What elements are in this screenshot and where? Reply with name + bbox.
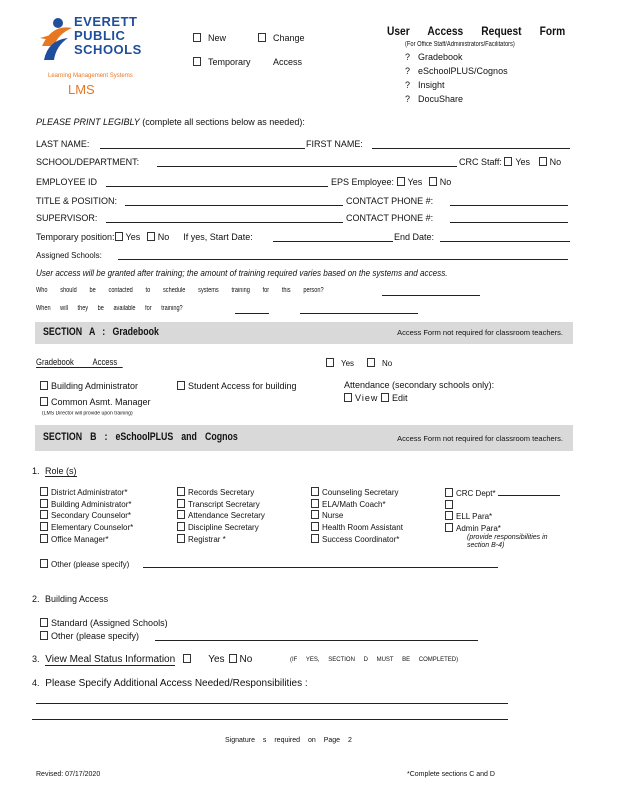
- building-admin-label: Building Administrator: [51, 381, 139, 391]
- checkbox-temporary[interactable]: [193, 57, 201, 66]
- gradebook-yes-checkbox[interactable]: [326, 358, 334, 367]
- gradebook-access-label: Gradebook Access: [36, 357, 122, 368]
- student-access-label: Student Access for building: [188, 381, 297, 391]
- crc-staff-label: CRC Staff:: [459, 157, 502, 167]
- role-checkbox[interactable]: [40, 522, 48, 531]
- student-access-checkbox[interactable]: [177, 381, 185, 390]
- roles-heading-label: Role (s): [45, 466, 77, 476]
- view-checkbox[interactable]: [344, 393, 352, 402]
- role-checkbox[interactable]: [40, 487, 48, 496]
- meal-num: 3.: [32, 654, 40, 664]
- system-eschoolplus-label: eSchoolPLUS/Cognos: [418, 66, 508, 76]
- role-option[interactable]: [311, 499, 403, 511]
- first-name-label: FIRST NAME:: [306, 139, 363, 149]
- role-checkbox[interactable]: [40, 499, 48, 508]
- eps-yes-checkbox[interactable]: [397, 177, 405, 186]
- role-option[interactable]: [311, 510, 403, 522]
- gradebook-no-checkbox[interactable]: [367, 358, 375, 367]
- role-checkbox[interactable]: [445, 500, 453, 509]
- building-access-heading: [32, 594, 108, 604]
- temp-yes-checkbox[interactable]: [115, 232, 123, 241]
- complete-note: *Complete sections C and D: [407, 771, 495, 778]
- role-option[interactable]: [311, 534, 403, 546]
- employee-id-label: EMPLOYEE ID: [36, 177, 98, 187]
- role-checkbox[interactable]: [40, 510, 48, 519]
- system-docushare-label: DocuShare: [418, 94, 464, 104]
- end-date-label: End Date:: [394, 232, 435, 242]
- option-change-label: Change: [273, 33, 305, 43]
- assigned-schools-field[interactable]: [118, 259, 568, 260]
- role-option[interactable]: [40, 487, 133, 499]
- role-other-label: Other (please specify): [51, 560, 130, 569]
- system-insight-label: Insight: [418, 80, 445, 90]
- signature-note: Signature s required on Page 2: [225, 737, 352, 744]
- contact-phone-2-label: CONTACT PHONE #:: [346, 213, 434, 223]
- title-position-field[interactable]: [125, 205, 343, 206]
- admin-para-note: (provide responsibilities in section B-4): [467, 534, 548, 549]
- system-insight: [405, 80, 445, 90]
- meal-status: [32, 654, 252, 665]
- role-option[interactable]: [40, 522, 133, 534]
- role-checkbox[interactable]: [445, 488, 453, 497]
- eps-employee-label: EPS Employee:: [331, 177, 395, 187]
- school-dept-label: SCHOOL/DEPARTMENT:: [36, 157, 140, 167]
- start-date-field[interactable]: [273, 241, 393, 242]
- eps-no-label: No: [439, 177, 452, 187]
- role-label: CRC Dept*: [456, 489, 496, 498]
- edit-checkbox[interactable]: [381, 393, 389, 402]
- roles-num: 1.: [32, 466, 40, 476]
- role-checkbox[interactable]: [40, 534, 48, 543]
- standard-checkbox[interactable]: [40, 618, 48, 627]
- last-name-field[interactable]: [100, 148, 305, 149]
- section-b-banner: [35, 425, 573, 451]
- gradebook-no-label: No: [382, 359, 393, 368]
- additional-num: 4.: [32, 678, 40, 688]
- bullet-icon: ?: [405, 94, 411, 104]
- role-checkbox[interactable]: [177, 499, 185, 508]
- role-checkbox[interactable]: [177, 487, 185, 496]
- title-position-label: TITLE & POSITION:: [36, 196, 118, 206]
- meal-no-checkbox[interactable]: [229, 654, 237, 663]
- role-label: Office Manager*: [51, 534, 109, 544]
- role-checkbox[interactable]: [311, 487, 319, 496]
- section-a-title: SECTION A : Gradebook: [43, 326, 159, 338]
- role-checkbox[interactable]: [177, 534, 185, 543]
- building-access-label: Building Access: [45, 594, 109, 604]
- when-available-field-1[interactable]: [235, 313, 269, 314]
- option-temporary-label: Temporary: [208, 57, 251, 67]
- option-change[interactable]: [258, 33, 305, 43]
- logo-line-2: PUBLIC: [74, 28, 126, 43]
- school-dept-field[interactable]: [157, 166, 457, 167]
- role-other-field[interactable]: [143, 567, 498, 568]
- gradebook-access-no: [367, 358, 392, 368]
- common-asmt-label: Common Asmt. Manager: [51, 397, 151, 407]
- when-available-label: When will they be available for training?: [36, 305, 183, 312]
- role-option[interactable]: [177, 510, 265, 522]
- additional-field-1[interactable]: [36, 703, 508, 704]
- option-new[interactable]: [193, 33, 226, 43]
- print-legibly: [36, 117, 305, 127]
- logo-line-1: EVERETT: [74, 14, 138, 29]
- crc-no-label: No: [549, 157, 562, 167]
- role-checkbox[interactable]: [177, 522, 185, 531]
- building-access-num: 2.: [32, 594, 40, 604]
- logo-graphic: [38, 16, 74, 66]
- crc-staff: [459, 157, 561, 167]
- role-option[interactable]: [311, 522, 403, 534]
- role-label: Transcript Secretary: [188, 499, 260, 509]
- system-docushare: [405, 94, 463, 104]
- print-legibly-rest: (complete all sections below as needed):: [142, 117, 305, 127]
- supervisor-label: SUPERVISOR:: [36, 213, 98, 223]
- temp-no-label: No: [157, 232, 170, 242]
- role-option[interactable]: [177, 499, 265, 511]
- revised-date: Revised: 07/17/2020: [36, 771, 101, 778]
- role-label: Nurse: [322, 511, 344, 521]
- temp-position-label: Temporary position:: [36, 232, 115, 242]
- roles-col-1: [40, 487, 133, 546]
- other-access-field[interactable]: [155, 640, 478, 641]
- building-admin-option[interactable]: [40, 381, 138, 391]
- roles-col-4: [445, 487, 560, 535]
- supervisor-field[interactable]: [106, 222, 343, 223]
- eps-no-checkbox[interactable]: [429, 177, 437, 186]
- student-access-option[interactable]: [177, 381, 297, 391]
- crc-dept-field[interactable]: [498, 487, 560, 496]
- roles-heading: [32, 466, 77, 476]
- who-contact-label: Who should be contacted to schedule systems training for this person?: [36, 287, 324, 294]
- additional-label: Please Specify Additional Access Needed/Responsibilities :: [45, 678, 308, 689]
- start-date-label: If yes, Start Date:: [183, 232, 253, 242]
- role-checkbox[interactable]: [311, 534, 319, 543]
- edit-label: Edit: [392, 393, 408, 403]
- common-asmt-option[interactable]: [40, 397, 151, 407]
- role-label: District Administrator*: [51, 488, 128, 497]
- meal-yes-checkbox[interactable]: [183, 654, 191, 663]
- gradebook-access-yes: [326, 358, 354, 368]
- end-date-field[interactable]: [440, 241, 570, 242]
- role-option[interactable]: [40, 534, 133, 546]
- role-label: Attendance Secretary: [188, 511, 265, 521]
- role-option[interactable]: [311, 487, 403, 499]
- attendance-label: Attendance (secondary schools only):: [344, 380, 495, 390]
- role-label: Counseling Secretary: [322, 488, 399, 497]
- crc-yes-checkbox[interactable]: [504, 157, 512, 166]
- training-note-text: User access will be granted after training; the amount of training required varies based on the systems and access.: [36, 268, 448, 278]
- meal-yes-label: Yes: [208, 654, 225, 665]
- print-legibly-label: PLEASE PRINT LEGIBLY: [36, 117, 140, 127]
- role-checkbox[interactable]: [177, 510, 185, 519]
- role-checkbox[interactable]: [311, 522, 319, 531]
- section-a-banner: [35, 322, 573, 344]
- option-new-label: New: [208, 33, 227, 43]
- form-subtitle: (For Office Staff/Administrators/Facilitators): [405, 41, 515, 48]
- role-option[interactable]: [445, 487, 560, 500]
- role-label: Discipline Secretary: [188, 523, 259, 533]
- bullet-icon: ?: [405, 80, 411, 90]
- district-logo: [38, 12, 158, 72]
- bullet-icon: ?: [405, 66, 411, 76]
- section-b-note: Access Form not required for classroom teachers.: [397, 434, 563, 443]
- roles-col-2: [177, 487, 265, 546]
- role-label: ELL Para*: [456, 512, 493, 522]
- role-label: Building Administrator*: [51, 499, 132, 509]
- role-other-checkbox[interactable]: [40, 559, 48, 568]
- crc-no-checkbox[interactable]: [539, 157, 547, 166]
- role-option[interactable]: [40, 510, 133, 522]
- contact-phone-label: CONTACT PHONE #:: [346, 196, 434, 206]
- standard-access-option[interactable]: [40, 618, 168, 628]
- other-access-label: Other (please specify): [51, 631, 140, 641]
- temporary-position: [36, 232, 253, 242]
- contact-phone-field[interactable]: [450, 205, 568, 206]
- meal-note: (IF YES, SECTION D MUST BE COMPLETED): [290, 657, 459, 663]
- checkbox-new[interactable]: [193, 33, 201, 42]
- employee-id-field[interactable]: [106, 186, 328, 187]
- system-gradebook: [405, 52, 463, 62]
- role-checkbox[interactable]: [311, 499, 319, 508]
- role-label: Elementary Counselor*: [51, 523, 134, 533]
- role-option[interactable]: [445, 511, 560, 523]
- bullet-icon: ?: [405, 52, 411, 62]
- meal-label: View Meal Status Information: [45, 654, 176, 665]
- role-label: Health Room Assistant: [322, 523, 403, 533]
- option-access-label: Access: [273, 57, 303, 67]
- system-eschoolplus: [405, 66, 508, 76]
- role-checkbox[interactable]: [445, 511, 453, 520]
- common-asmt-checkbox[interactable]: [40, 397, 48, 406]
- crc-yes-label: Yes: [515, 157, 531, 167]
- role-label: ELA/Math Coach*: [322, 499, 386, 509]
- standard-label: Standard (Assigned Schools): [51, 618, 168, 628]
- role-option[interactable]: [177, 522, 265, 534]
- assigned-schools-label: Assigned Schools:: [36, 251, 102, 260]
- other-access-option[interactable]: [40, 631, 139, 641]
- eps-yes-label: Yes: [407, 177, 423, 187]
- role-label: Secondary Counselor*: [51, 511, 132, 521]
- role-label: Success Coordinator*: [322, 534, 400, 544]
- role-other-option[interactable]: [40, 559, 129, 569]
- lms-director-note: (LMS Director will provide upon training): [42, 411, 133, 417]
- first-name-field[interactable]: [372, 148, 570, 149]
- role-label: Admin Para*: [456, 524, 501, 534]
- who-contact-field[interactable]: [382, 295, 480, 296]
- attendance-edit-option[interactable]: [381, 393, 408, 403]
- logo-line-3: SCHOOLS: [74, 42, 142, 57]
- temp-no-checkbox[interactable]: [147, 232, 155, 241]
- role-checkbox[interactable]: [311, 510, 319, 519]
- attendance-view-option[interactable]: [344, 393, 378, 403]
- role-option[interactable]: [40, 499, 133, 511]
- temp-yes-label: Yes: [125, 232, 141, 242]
- role-option[interactable]: [445, 500, 560, 512]
- role-option[interactable]: [177, 487, 265, 499]
- contact-phone-2-field[interactable]: [450, 222, 568, 223]
- additional-access: [32, 678, 308, 689]
- other-access-checkbox[interactable]: [40, 631, 48, 640]
- system-gradebook-label: Gradebook: [418, 52, 463, 62]
- gradebook-yes-label: Yes: [341, 359, 355, 368]
- form-title: User Access Request Form: [387, 24, 566, 38]
- lms-label: LMS: [68, 82, 95, 97]
- training-note: [36, 268, 493, 278]
- role-label: Records Secretary: [188, 488, 255, 497]
- view-label: View: [355, 393, 379, 403]
- role-label: Registrar *: [188, 534, 226, 544]
- logo-tagline: Learning Management Systems: [48, 73, 133, 79]
- roles-col-3: [311, 487, 403, 546]
- role-option[interactable]: [177, 534, 265, 546]
- when-available-field-2[interactable]: [300, 313, 418, 314]
- checkbox-change[interactable]: [258, 33, 266, 42]
- additional-field-2[interactable]: [32, 719, 508, 720]
- role-checkbox[interactable]: [445, 523, 453, 532]
- section-b-title: SECTION B : eSchoolPLUS and Cognos: [43, 431, 238, 443]
- building-admin-checkbox[interactable]: [40, 381, 48, 390]
- eps-employee: [331, 177, 451, 187]
- section-a-note: Access Form not required for classroom teachers.: [397, 328, 563, 337]
- meal-no-label: No: [239, 654, 253, 665]
- last-name-label: LAST NAME:: [36, 139, 90, 149]
- option-temporary[interactable]: [193, 57, 251, 67]
